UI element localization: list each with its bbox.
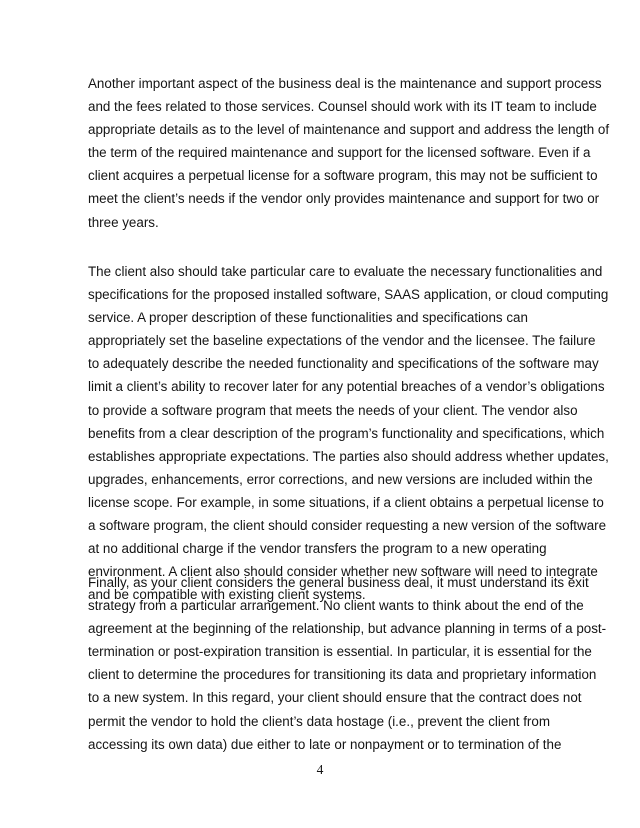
text-line: agreement at the beginning of the relationship, but advance planning in terms of a post- — [88, 621, 607, 637]
text-line: appropriately set the baseline expectations of the vendor and the licensee. The failure — [88, 333, 596, 349]
text-line: benefits from a clear description of the program’s functionality and specifications, which — [88, 425, 605, 441]
page-number: 4 — [316, 762, 324, 777]
text-line: permit the vendor to hold the client’s data hostage (i.e., prevent the client from — [88, 713, 550, 729]
text-line: specifications for the proposed installed software, SAAS application, or cloud computing — [88, 287, 609, 303]
text-line: to provide a software program that meets the needs of your client. The vendor also — [88, 402, 578, 418]
text-line: strategy from a particular arrangement. No client wants to think about the end of the — [88, 598, 584, 614]
text-line: meet the client’s needs if the vendor only provides maintenance and support for two or — [88, 191, 600, 207]
text-line: Finally, as your client considers the general business deal, it must understand its exit — [88, 575, 589, 590]
text-line: accessing its own data) due either to late or nonpayment or to termination of the — [88, 736, 562, 752]
text-line: and the fees related to those services. Counsel should work with its IT team to include — [88, 99, 597, 115]
text-line: termination or post-expiration transition is essential. In particular, it is essential for the — [88, 644, 592, 660]
text-line: the term of the required maintenance and support for the licensed software. Even if a — [88, 145, 591, 161]
text-line: Another important aspect of the business deal is the maintenance and support process — [88, 76, 602, 91]
text-line: at no additional charge if the vendor transfers the program to a new operating — [88, 541, 547, 557]
text-line: to adequately describe the needed functionality and specifications of the software may — [88, 356, 599, 372]
text-line: license scope. For example, in some situations, if a client obtains a perpetual license to — [88, 494, 604, 510]
paragraph-functionalities-specifications — [88, 260, 628, 606]
text-line: The client also should take particular care to evaluate the necessary functionalities and — [88, 264, 603, 279]
text-line: a software program, the client should consider requesting a new version of the software — [88, 518, 607, 534]
text-line: appropriate details as to the level of maintenance and support and address the length of — [88, 122, 610, 138]
text-line: and be compatible with existing client systems. — [88, 587, 366, 603]
text-line: client to determine the procedures for transitioning its data and proprietary information — [88, 667, 597, 683]
text-line: limit a client’s ability to recover later for any potential breaches of a vendor’s obligations — [88, 379, 605, 395]
text-line: three years. — [88, 214, 159, 230]
text-line: environment. A client also should consider whether new software will need to integrate — [88, 564, 598, 580]
text-line: upgrades, enhancements, error corrections, and new versions are included within the — [88, 471, 593, 487]
text-line: establishes appropriate expectations. The parties also should address whether updates, — [88, 448, 609, 464]
text-line: to a new system. In this regard, your client should ensure that the contract does not — [88, 690, 582, 706]
text-line: client acquires a perpetual license for a software program, this may not be sufficient to — [88, 168, 598, 184]
paragraph-exit-strategy — [88, 571, 628, 756]
text-line: service. A proper description of these functionalities and specifications can — [88, 310, 528, 326]
paragraph-maintenance-support — [88, 72, 628, 234]
